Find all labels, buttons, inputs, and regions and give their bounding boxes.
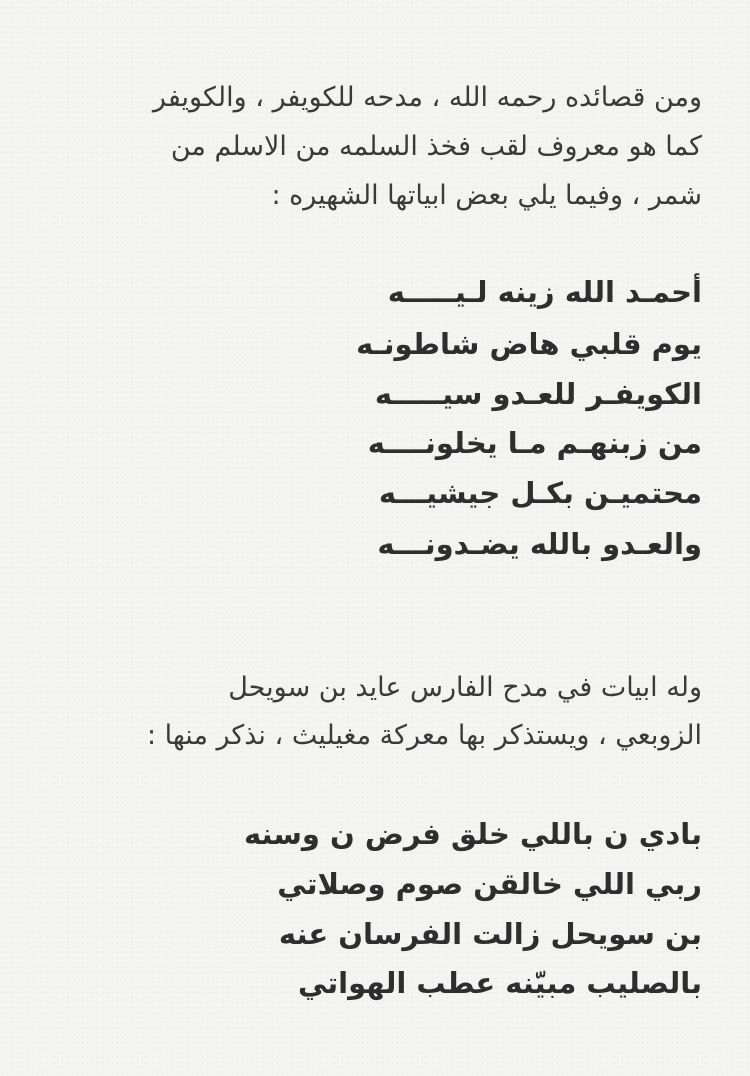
poem1-verse-5: محتميـن بكـل جيشيـــه xyxy=(378,476,702,510)
poem1-verse-3: الكويفـر للعـدو سيـــــه xyxy=(374,377,702,411)
poem2-verse-2: ربي اللي خالقن صوم وصلاتي xyxy=(277,867,702,901)
intro1-line-1: ومن قصائده رحمه الله ، مدحه للكويفر ، والكويفر xyxy=(152,82,702,113)
poem1-verse-1: أحمـد الله زينه لـيـــــه xyxy=(387,275,702,309)
poem2-verse-1: بادي ن باللي خلق فرض ن وسنه xyxy=(243,817,702,851)
intro1-line-2: كما هو معروف لقب فخذ السلمه من الاسلم من xyxy=(170,131,702,162)
intro1-line-3: شمر ، وفيما يلي بعض ابياتها الشهيره : xyxy=(271,180,702,211)
poem2-verse-3: بن سويحل زالت الفرسان عنه xyxy=(278,917,702,951)
poem1-verse-4: من زبنهـم مـا يخلونــــه xyxy=(367,426,702,460)
intro2-line-2: الزوبعي ، ويستذكر بها معركة مغيليث ، نذكر منها : xyxy=(146,720,702,751)
intro2-line-1: وله ابيات في مدح الفارس عايد بن سويحل xyxy=(228,672,702,703)
poem2-verse-4: بالصليب مبيّنه عطب الهواتي xyxy=(297,966,702,1000)
poem1-verse-2: يوم قلبي هاض شاطونـه xyxy=(356,327,702,361)
poem1-verse-6: والعـدو بالله يضـدونـــه xyxy=(377,527,702,561)
